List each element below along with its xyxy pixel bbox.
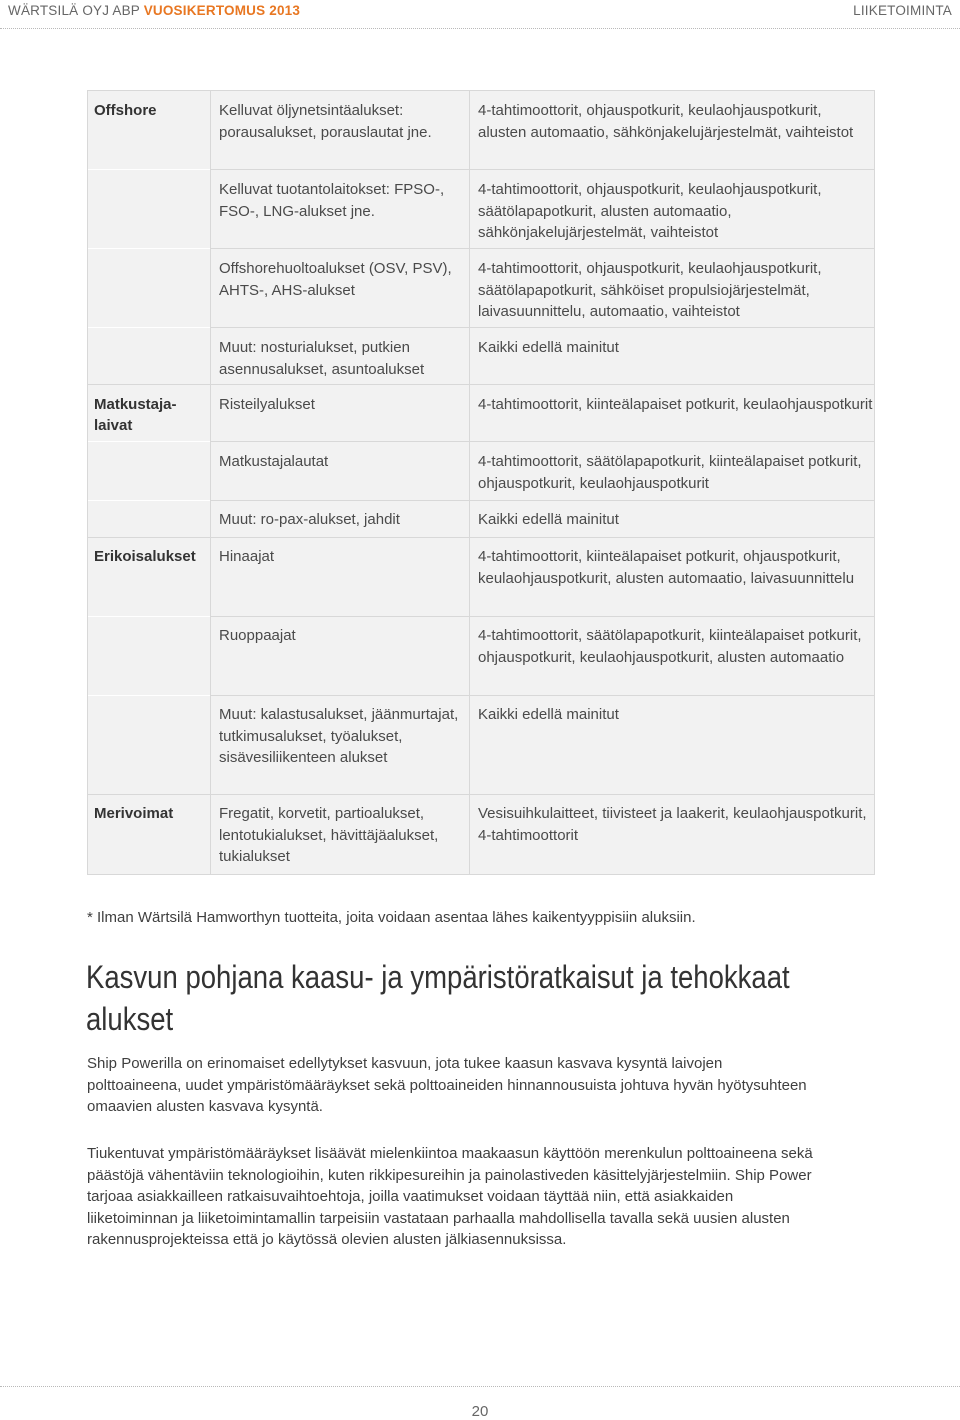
products: 4-tahtimoottorit, säätölapapotkurit, kiinteälapaiset potkurit, ohjauspotkurit, keulaohjauspotkurit, alusten automaatio: [478, 627, 862, 666]
products: 4-tahtimoottorit, ohjauspotkurit, keulaohjauspotkurit, säätölapapotkurit, alusten automaatio, sähkönjakelujärjestelmät, vaihteistot: [478, 181, 822, 241]
category-navy: Merivoimat: [94, 805, 174, 822]
category-offshore: Offshore: [94, 102, 157, 119]
products: 4-tahtimoottorit, kiinteälapaiset potkurit, keulaohjauspotkurit: [478, 396, 873, 413]
page-number: 20: [471, 1403, 489, 1420]
table-row: [88, 696, 874, 794]
heading-line: Kasvun pohjana kaasu- ja ympäristöratkaisut ja tehokkaat: [86, 959, 790, 995]
vessel-type: Offshorehuoltoalukset (OSV, PSV), AHTS-, AHS-alukset: [219, 260, 452, 299]
vessel-type: Muut: kalastusalukset, jäänmurtajat, tutkimusalukset, työalukset, sisävesiliikenteen alukset: [219, 706, 459, 766]
products: 4-tahtimoottorit, ohjauspotkurit, keulaohjauspotkurit, säätölapapotkurit, sähköiset propulsiojärjestelmät, laivasuunnittelu, automaatio, vaihteistot: [478, 260, 822, 320]
vessel-type: Muut: ro-pax-alukset, jahdit: [219, 511, 400, 528]
heading-line: alukset: [86, 1001, 174, 1037]
vessel-type: Matkustajalautat: [219, 453, 329, 470]
category-passenger-line2: laivat: [94, 417, 133, 434]
table-row: [88, 442, 874, 500]
text-line: tarjoaa asiakkailleen ratkaisuvaihtoehtoja, joilla vaatimukset voidaan täyttää niin, että asiakkaiden: [87, 1188, 734, 1206]
table-row: [88, 617, 874, 695]
table-row: [88, 538, 874, 616]
paragraph-1: [87, 1053, 877, 1118]
table-row: [88, 328, 874, 384]
page-header: [0, 0, 960, 26]
vessel-type: Fregatit, korvetit, partioalukset, lentotukialukset, hävittäjäalukset, tukialukset: [219, 805, 439, 865]
vessel-products-table: [87, 90, 875, 875]
text-line: Tiukentuvat ympäristömääräykset lisäävät mielenkiintoa maakaasun käyttöön merenkulun polttoaineena sekä: [87, 1145, 813, 1162]
report-name: VUOSIKERTOMUS 2013: [143, 3, 301, 18]
vessel-type: Risteilyalukset: [219, 396, 315, 413]
products: 4-tahtimoottorit, säätölapapotkurit, kiinteälapaiset potkurit, ohjauspotkurit, keulaohjauspotkurit: [478, 453, 862, 492]
vessel-type: Ruoppaajat: [219, 627, 296, 644]
section-heading: [86, 956, 860, 1040]
table-footnote: * Ilman Wärtsilä Hamworthyn tuotteita, joita voidaan asentaa lähes kaikentyyppisiin aluksiin.: [87, 909, 696, 926]
paragraph-2: [87, 1143, 877, 1251]
table-row: [88, 249, 874, 327]
table-row: [88, 385, 874, 441]
vessel-type: Hinaajat: [219, 548, 275, 565]
company-name: WÄRTSILÄ OYJ ABP: [8, 3, 140, 18]
text-line: polttoaineena, uudet ympäristömääräykset sekä polttoaineiden hinnannousuista johtuva hyvän hyötysuhteen: [87, 1076, 807, 1094]
text-line: Ship Powerilla on erinomaiset edellytykset kasvuun, jota tukee kaasun kasvava kysyntä laivojen: [87, 1055, 723, 1072]
products: 4-tahtimoottorit, kiinteälapaiset potkurit, ohjauspotkurit, keulaohjauspotkurit, alusten automaatio, laivasuunnittelu: [478, 548, 855, 587]
vessel-type: Kelluvat tuotantolaitokset: FPSO-, FSO-, LNG-alukset jne.: [219, 181, 445, 220]
vessel-type: Muut: nosturialukset, putkien asennusalukset, asuntoalukset: [219, 339, 425, 378]
table-row: [88, 795, 874, 874]
products: Kaikki edellä mainitut: [478, 339, 619, 356]
table-row: [88, 170, 874, 248]
category-special: Erikoisalukset: [94, 548, 196, 565]
products: Kaikki edellä mainitut: [478, 511, 619, 528]
products: Kaikki edellä mainitut: [478, 706, 619, 723]
products: Vesisuihkulaitteet, tiivisteet ja laakerit, keulaohjauspotkurit, 4-tahtimoottorit: [478, 805, 867, 844]
category-passenger-line1: Matkustaja-: [94, 396, 177, 413]
vessel-type: Kelluvat öljynetsintäalukset: porausalukset, porauslautat jne.: [219, 102, 432, 141]
text-line: omaavien alusten kasvava kysyntä.: [87, 1098, 323, 1116]
products: 4-tahtimoottorit, ohjauspotkurit, keulaohjauspotkurit, alusten automaatio, sähkönjakelujärjestelmät, vaihteistot: [478, 102, 854, 141]
header-title: [8, 3, 300, 18]
header-section: LIIKETOIMINTA: [853, 3, 952, 18]
footer-divider: [0, 1386, 960, 1387]
text-line: päästöjä vähentäviin teknologioihin, kuten rikkipesureihin ja painolastiveden käsittelyjärjestelmiin. Ship Power: [87, 1166, 812, 1184]
table-row: [88, 501, 874, 537]
header-divider: [0, 28, 960, 29]
text-line: rakennusprojekteissa että jo käytössä olevien alusten jälkiasennuksissa.: [87, 1231, 567, 1249]
text-line: liiketoiminnan ja liiketoimintamallin tarpeisiin vastataan parhaalla mahdollisella tavalla sekä uusien alusten: [87, 1209, 790, 1227]
table-row: [88, 91, 874, 169]
